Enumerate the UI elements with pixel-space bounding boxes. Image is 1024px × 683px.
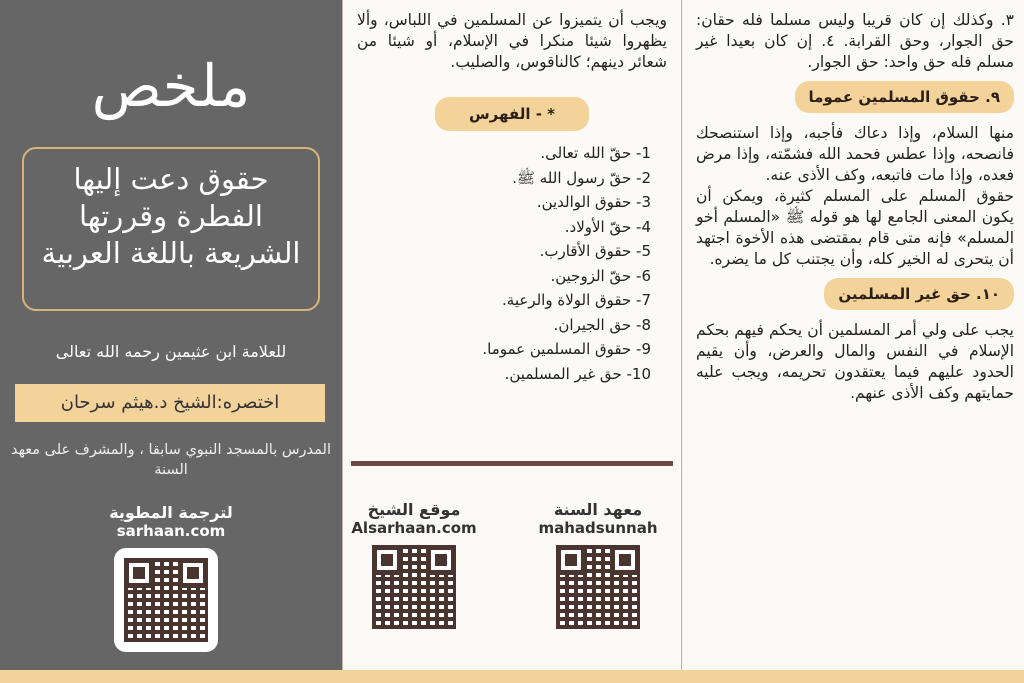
section-9-paragraph-2: حقوق المسلم على المسلم كثيرة، ويمكن أن يكون المعنى الجامع لها هو قوله ﷺ «المسلم أخو المسلم» فإنه متى قام بمقتضى هذه الأخوة اجتهد أن يتحرى له الخير كله، وأن يجتنب كل ما يضره.	[696, 187, 1014, 268]
index-item: 5- حقوق الأقارب.	[539, 242, 651, 260]
index-list	[357, 141, 667, 386]
index-item: 4- حقّ الأولاد.	[564, 217, 651, 236]
translation-site: sarhaan.com	[116, 522, 226, 540]
author-line: للعلامة ابن عثيمين رحمه الله تعالى	[55, 342, 287, 361]
qr-code-icon[interactable]	[556, 545, 640, 629]
right-panel	[684, 0, 1024, 670]
book-title: حقوق دعت إليها الفطرة وقررتها الشريعة باللغة العربية	[22, 147, 320, 311]
teacher-description: المدرس بالمسجد النبوي سابقا ، والمشرف على معهد السنة	[10, 442, 332, 478]
index-item: 6- حقّ الزوجين.	[550, 266, 651, 285]
qr-institute-handle: mahadsunnah	[538, 519, 658, 537]
translation-block	[0, 503, 342, 540]
section-10-heading: ١٠. حق غير المسلمين	[824, 278, 1014, 310]
translation-title: لترجمة المطوية	[109, 503, 233, 522]
section-9-paragraph-1: منها السلام، وإذا دعاك فأجبه، وإذا استنصحك فانصحه، وإذا عطس فحمد الله فشمّته، وإذا مرض فعده، وإذا مات فاتبعه، وكف الأذى عنه.	[696, 124, 1014, 184]
qr-institute-title: معهد السنة	[553, 500, 643, 519]
section-10-paragraph: يجب على ولي أمر المسلمين أن يحكم فيهم بحكم الإسلام في النفس والمال والعرض، وأن يقيم الحدود عليهم فيما يعتقدون تحريمه، ويجب عليه حمايتهم وكف الأذى عنهم.	[696, 321, 1014, 402]
index-item: 2- حقّ رسول الله ﷺ.	[512, 168, 651, 187]
index-item: 10- حق غير المسلمين.	[504, 364, 651, 383]
left-cover-panel	[0, 0, 342, 670]
middle-intro-text: ويجب أن يتميزوا عن المسلمين في اللباس، وألا يظهروا شيئا منكرا في الإسلام، أو شيئا من شعائر دينهم؛ كالناقوس، والصليب.	[357, 11, 667, 71]
section-divider	[351, 461, 673, 466]
index-item: 3- حقوق الوالدين.	[536, 193, 651, 211]
index-item: 8- حق الجيران.	[553, 315, 651, 334]
qr-code-icon[interactable]	[124, 558, 208, 642]
index-item: 9- حقوق المسلمين عموما.	[482, 340, 651, 358]
qr-site-title: موقع الشيخ	[367, 500, 461, 519]
qr-institute-block	[523, 500, 673, 629]
bottom-accent-bar	[0, 670, 1024, 683]
right-intro-text: ٣. وكذلك إن كان قريبا وليس مسلما فله حقان: حق الجوار، وحق القرابة. ٤. إن كان بعيدا غير مسلم فله حق واحد: حق الجوار.	[696, 11, 1014, 71]
section-9-heading: ٩. حقوق المسلمين عموما	[795, 81, 1014, 113]
qr-code-icon[interactable]	[372, 545, 456, 629]
translation-qr-container	[114, 548, 218, 652]
main-title: ملخص	[91, 52, 251, 120]
qr-site-block	[339, 500, 489, 629]
abridger-banner: اختصره:الشيخ د.هيثم سرحان	[15, 384, 325, 422]
qr-site-handle: Alsarhaan.com	[351, 519, 477, 537]
middle-panel	[342, 0, 682, 670]
index-item: 7- حقوق الولاة والرعية.	[502, 291, 651, 309]
index-heading: * - الفهرس	[435, 97, 589, 131]
index-item: 1- حقّ الله تعالى.	[540, 144, 651, 162]
